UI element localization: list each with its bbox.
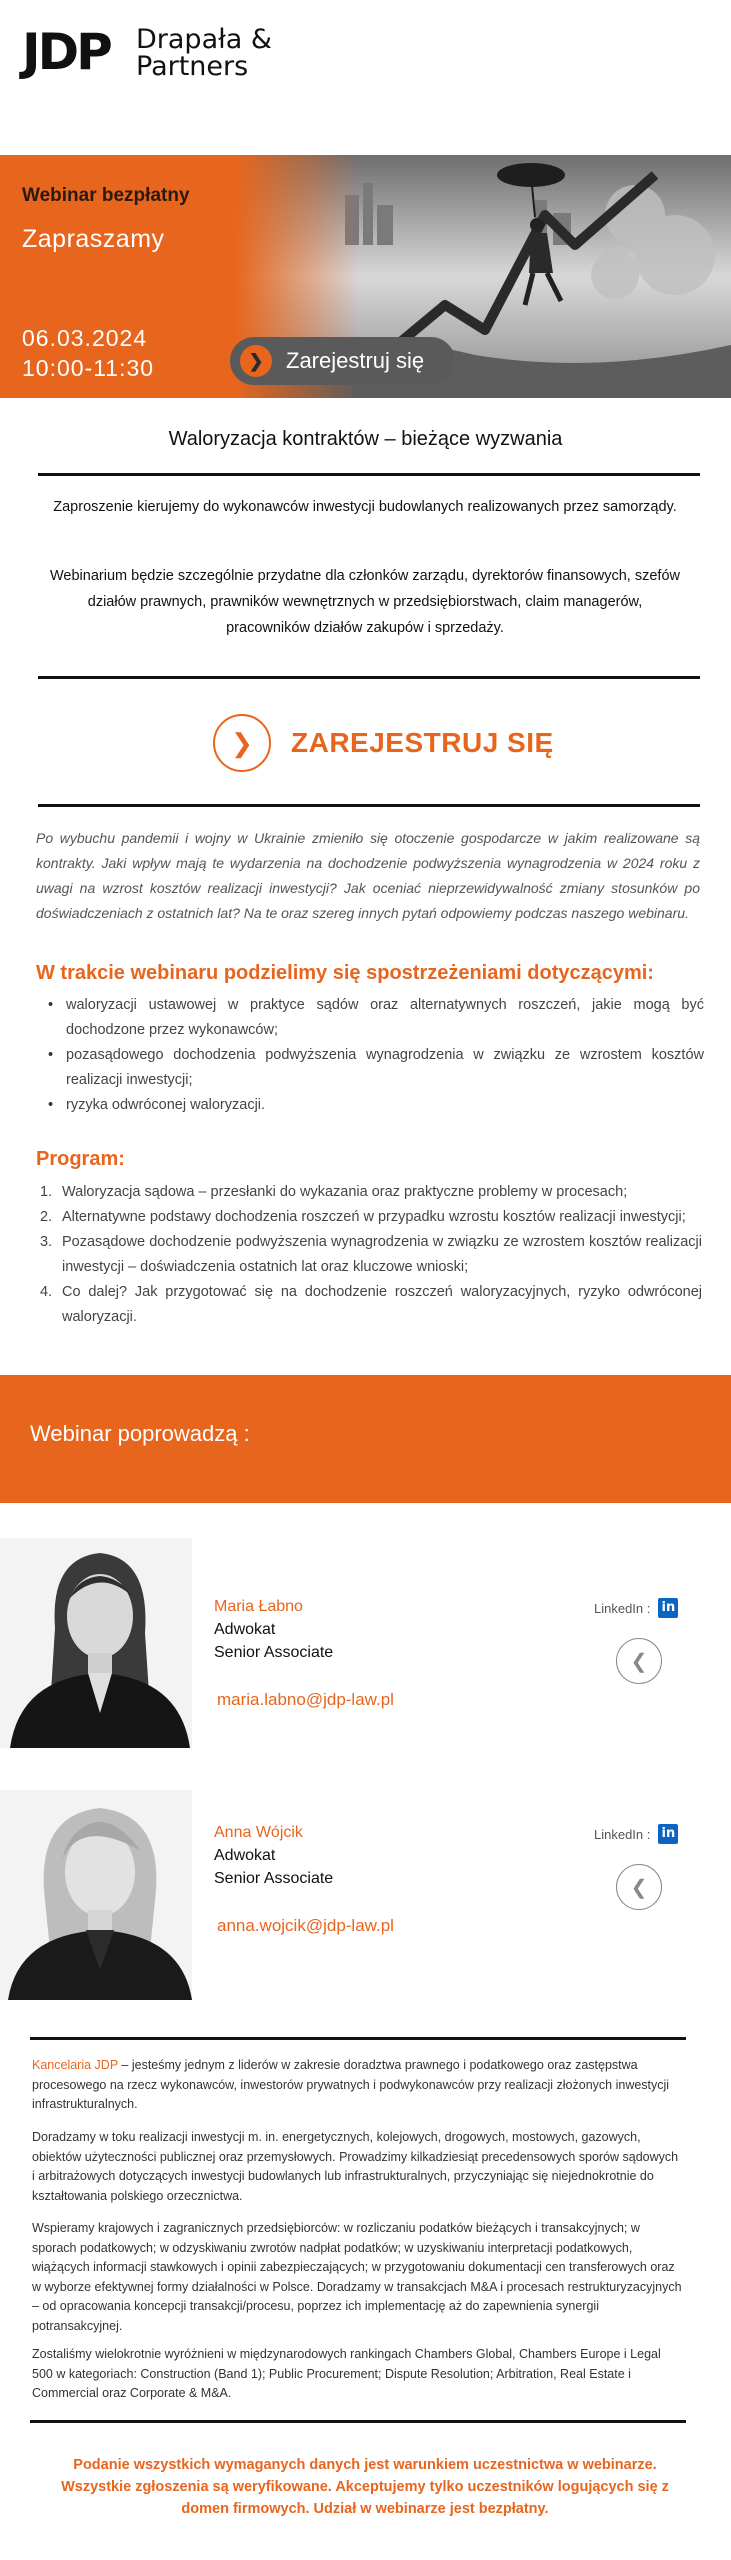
speaker-position: Senior Associate — [214, 1644, 334, 1661]
chevron-right-icon: ❯ — [240, 345, 272, 377]
divider — [30, 2420, 686, 2423]
chevron-left-icon[interactable]: ❮ — [616, 1864, 662, 1910]
invitation-text: Zaproszenie kierujemy do wykonawców inwestycji budowlanych realizowanych przez samorządy. — [53, 499, 677, 515]
webinar-banner — [0, 155, 731, 398]
page-title: Waloryzacja kontraktów – bieżące wyzwania — [168, 428, 563, 450]
logo-name-line2: Partners — [136, 51, 249, 82]
speaker-email-link[interactable]: anna.wojcik@jdp-law.pl — [217, 1916, 394, 1935]
speaker-card — [0, 1790, 731, 2000]
linkedin-label: LinkedIn : — [594, 1600, 651, 1616]
list-item: • ryzyka odwróconej waloryzacji. — [44, 1093, 704, 1118]
footer-firm-name: Kancelaria JDP — [32, 2058, 118, 2072]
closing-note: Podanie wszystkich wymaganych danych jest warunkiem uczestnictwa w webinarze. Wszystkie zgłoszenia są weryfikowane. Akceptujemy tylko uczestników logujących się z domen firmowych. Udział w webinarze jest bezpłatny. — [61, 2457, 669, 2517]
logo-name-line1: Drapała & — [136, 24, 272, 55]
speaker-email-link[interactable]: maria.labno@jdp-law.pl — [217, 1690, 394, 1709]
audience-text: Webinarium będzie szczególnie przydatne dla członków zarządu, dyrektorów finansowych, szefów działów prawnych, prawników wewnętrznych w przedsiębiorstwach, claim managerów, pracowników działów zakupów i sprzedaży. — [50, 568, 680, 636]
speaker-title: Adwokat — [214, 1847, 276, 1864]
logo-mark: JDP — [22, 23, 110, 81]
divider — [38, 676, 700, 679]
linkedin-link[interactable] — [594, 1598, 678, 1618]
list-item: Co dalej? Jak przygotować się na dochodzenie roszczeń waloryzacyjnych, ryzyko odwróconej waloryzacji. — [62, 1284, 702, 1325]
program-list — [40, 1180, 702, 1330]
footer-about — [32, 2056, 682, 2115]
speaker-card — [0, 1538, 731, 1748]
register-cta-label: ZAREJESTRUJ SIĘ — [291, 727, 554, 758]
footer-paragraph: Zostaliśmy wielokrotnie wyróżnieni w międzynarodowych rankingach Chambers Global, Chambers Europe i Legal 500 w kategoriach: Construction (Band 1); Public Procurement; Dispute Resolution; Arbitration, Real Estate i Commercial oraz Corporate & M&A. — [32, 2347, 661, 2400]
list-item: Waloryzacja sądowa – przesłanki do wykazania oraz praktyczne problemy w procesach; — [62, 1184, 628, 1200]
banner-time: 10:00-11:30 — [22, 355, 155, 381]
topics-list — [44, 993, 704, 1118]
linkedin-label: LinkedIn : — [594, 1826, 651, 1842]
speakers-heading: Webinar poprowadzą : — [30, 1421, 250, 1446]
divider — [38, 804, 700, 807]
speaker-position: Senior Associate — [214, 1870, 334, 1887]
linkedin-icon: in — [658, 1598, 678, 1618]
chevron-left-icon[interactable]: ❮ — [616, 1638, 662, 1684]
banner-register-label: Zarejestruj się — [286, 348, 425, 373]
banner-date: 06.03.2024 — [22, 325, 148, 351]
program-heading: Program: — [36, 1148, 125, 1170]
linkedin-icon: in — [658, 1824, 678, 1844]
banner-invite: Zapraszamy — [22, 225, 165, 253]
intro-text: Po wybuchu pandemii i wojny w Ukrainie zmieniło się otoczenie gospodarcze w jakim realizowane są kontrakty. Jaki wpływ mają te wydarzenia na dochodzenie podwyższenia wynagrodzenia w 2024 roku z uwagi na wzrost kosztów realizacji inwestycji? Jak oceniać nieprzewidywalność zmiany stosunków po doświadczeniach z ostatnich lat? Na te oraz szereg innych pytań odpowiemy podczas naszego webinaru. — [36, 830, 700, 921]
logo-name — [136, 26, 272, 80]
divider — [30, 2037, 686, 2040]
speaker-name: Maria Łabno — [214, 1598, 303, 1615]
list-item: • pozasądowego dochodzenia podwyższenia wynagrodzenia w związku ze wzrostem kosztów realizacji inwestycji; — [44, 1043, 704, 1093]
footer-paragraph: Wspieramy krajowych i zagranicznych przedsiębiorców: w rozliczaniu podatków bieżących i transakcyjnych; w sporach podatkowych; w odzyskiwaniu zwrotów nadpłat podatków; w uzyskiwaniu interpretacji podatkowych, wiążących informacji stawkowych i opinii zabezpieczających; w przygotowaniu dokumentacji cen transferowych oraz w wyborze efektywnej formy działalności w Polsce. Doradzamy w transakcjach M&A i procesach restrukturyzacyjnych – od opracowania koncepcji transakcji/procesu, poprzez ich implementację aż do zapewnienia synergii potransakcyjnej. — [32, 2221, 682, 2333]
footer-paragraph: Doradzamy w toku realizacji inwestycji m. in. energetycznych, kolejowych, drogowych, mostowych, gazowych, obiektów użyteczności publicznej oraz przemysłowych. Prowadzimy kilkadziesiąt precedensowych sporów sądowych i arbitrażowych dotyczących inwestycji budowlanych lub infrastrukturalnych, przyczyniając się niejednokrotnie do kształtowania polskiego orzecznictwa. — [32, 2130, 679, 2203]
list-item: • waloryzacji ustawowej w praktyce sądów oraz alternatywnych roszczeń, jakie mogą być dochodzone przez wykonawców; — [44, 993, 704, 1043]
banner-register-button[interactable] — [230, 337, 455, 385]
speaker-photo — [0, 1790, 192, 2000]
speaker-name: Anna Wójcik — [214, 1824, 303, 1841]
speakers-band — [0, 1375, 731, 1503]
topics-heading: W trakcie webinaru podzielimy się spostrzeżeniami dotyczącymi: — [36, 962, 654, 984]
list-item: Pozasądowe dochodzenie podwyższenia wynagrodzenia w związku ze wzrostem kosztów realizacji inwestycji – doświadczenia ostatnich lat oraz kluczowe wnioski; — [62, 1234, 702, 1275]
list-item: Alternatywne podstawy dochodzenia roszczeń w przypadku wzrostu kosztów realizacji inwestycji; — [62, 1209, 686, 1225]
register-cta[interactable] — [213, 713, 554, 773]
speaker-title: Adwokat — [214, 1621, 276, 1638]
banner-eyebrow: Webinar bezpłatny — [22, 185, 190, 206]
footer-about-text: – jesteśmy jednym z liderów w zakresie doradztwa prawnego i podatkowego oraz zastępstwa procesowego na rzecz wykonawców, inwestorów prywatnych i podwykonawców przy realizacji złożonych inwestycji infrastrukturalnych. — [32, 2058, 670, 2111]
divider — [38, 473, 700, 476]
jdp-logo[interactable] — [22, 22, 322, 82]
speaker-photo — [0, 1538, 192, 1748]
linkedin-link[interactable] — [594, 1824, 678, 1844]
chevron-right-icon: ❯ — [213, 714, 271, 772]
